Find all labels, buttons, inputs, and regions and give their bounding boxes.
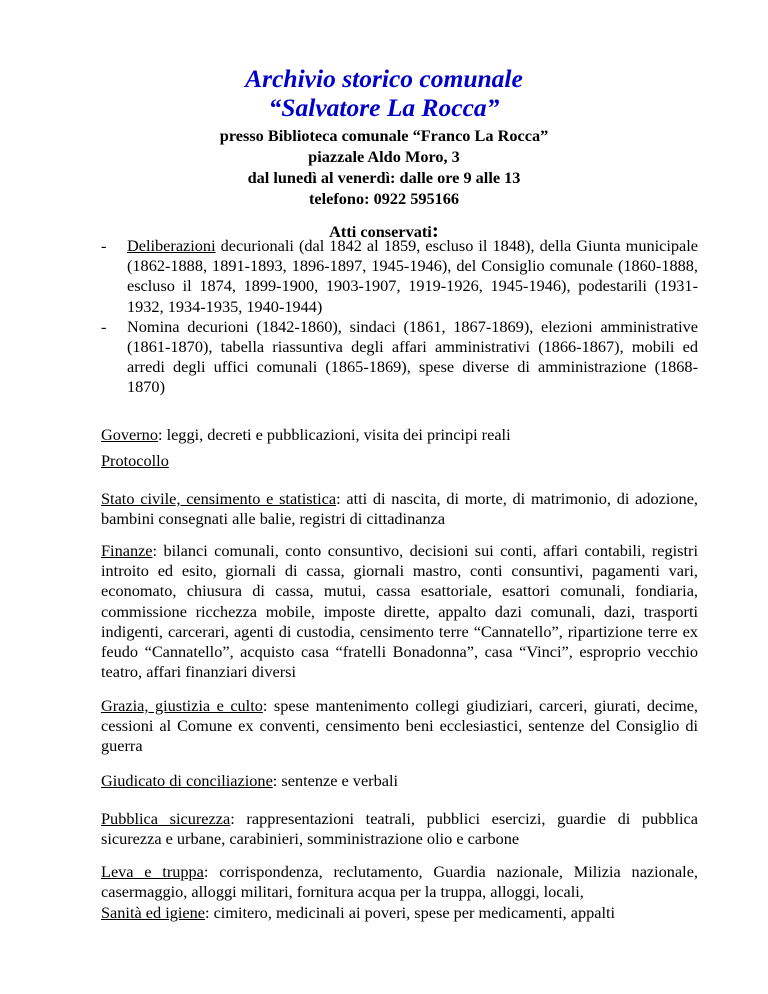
section-giudicato bbox=[101, 771, 698, 791]
section-sanita bbox=[101, 903, 698, 923]
section-head: Governo bbox=[101, 425, 158, 444]
section-text: : leggi, decreti e pubblicazioni, visita dei principi reali bbox=[157, 425, 511, 444]
section-grazia bbox=[101, 696, 698, 757]
atti-item-text: decurionali (dal 1842 al 1859, escluso il 1848), della Giunta municipale (1862-1888, 1891-1893, 1896-1897, 1945-1946), del Consiglio comunale (1860-1888, escluso il 1874, 1899-1900, 1903-1907, 1919-1926, 1945-1946), podestarili (1931-1932, 1934-1935, 1940-1944) bbox=[127, 236, 698, 316]
section-head: Pubblica sicurezza bbox=[101, 809, 231, 828]
section-leva bbox=[101, 862, 698, 902]
section-text: : sentenze e verbali bbox=[272, 771, 399, 790]
archive-title: Archivio storico comunale bbox=[245, 64, 523, 93]
section-protocollo bbox=[101, 451, 698, 471]
atti-list bbox=[101, 236, 698, 398]
info-location: presso Biblioteca comunale “Franco La Rocca” bbox=[219, 126, 549, 145]
list-item bbox=[101, 236, 698, 317]
section-text: : bilanci comunali, conto consuntivo, decisioni sui conti, affari contabili, registri introito ed esito, giornali di cassa, giornali mastro, conti consuntivi, pagamenti vari, economato, chiusura di cassa, mutui, cassa esattoriale, esattori comunali, fondiaria, commissione ricchezza mobile, imposte dirette, appalto dazi comunali, dazi, trasporti indigenti, carcerari, agenti di custodia, censimento terre “Cannatello”, ripartizione terre ex feudo “Cannatello”, acquisto casa “fratelli Bonadonna”, casa “Vinci”, esproprio vecchio teatro, affari finanziari diversi bbox=[101, 541, 698, 682]
section-governo bbox=[101, 425, 698, 445]
info-hours: dal lunedì al venerdì: dalle ore 9 alle 13 bbox=[247, 168, 521, 187]
archive-name: “Salvatore La Rocca” bbox=[268, 93, 500, 122]
atti-heading-colon: : bbox=[431, 218, 439, 242]
section-stato-civile bbox=[101, 489, 698, 529]
contact-info bbox=[0, 125, 768, 209]
section-head: Finanze bbox=[101, 541, 153, 560]
list-item bbox=[101, 317, 698, 398]
section-text: : corrispondenza, reclutamento, Guardia nazionale, Milizia nazionale, casermaggio, alloggi militari, fornitura acqua per la truppa, alloggi, locali, bbox=[101, 862, 698, 902]
section-text: : cimitero, medicinali ai poveri, spese per medicamenti, appalti bbox=[204, 903, 616, 922]
section-text: : spese mantenimento collegi giudiziari, carceri, giurati, decime, cessioni al Comune ex conventi, censimento beni ecclesiastici, sentenze del Consiglio di guerra bbox=[101, 696, 698, 756]
section-head: Sanità ed igiene bbox=[101, 903, 205, 922]
section-head: Giudicato di conciliazione bbox=[101, 771, 273, 790]
section-text: : rappresentazioni teatrali, pubblici esercizi, guardie di pubblica sicurezza e urbane, carabinieri, somministrazione olio e carbone bbox=[101, 809, 698, 849]
section-finanze bbox=[101, 541, 698, 682]
info-address: piazzale Aldo Moro, 3 bbox=[308, 147, 460, 166]
atti-item-head: Deliberazioni bbox=[127, 236, 216, 255]
section-pubblica-sicurezza bbox=[101, 809, 698, 849]
section-head: Protocollo bbox=[101, 451, 169, 470]
info-phone: telefono: 0922 595166 bbox=[308, 189, 460, 208]
section-head: Stato civile, censimento e statistica bbox=[101, 489, 337, 508]
section-head: Grazia, giustizia e culto bbox=[101, 696, 263, 715]
atti-heading-text: Atti conservati bbox=[329, 222, 432, 241]
atti-item-text: Nomina decurioni (1842-1860), sindaci (1861, 1867-1869), elezioni amministrative (1861-1870), tabella riassuntiva degli affari amministrativi (1866-1867), mobili ed arredi degli uffici comunali (1865-1869), spese diverse di amministrazione (1868-1870) bbox=[127, 316, 698, 397]
section-text: : atti di nascita, di morte, di matrimonio, di adozione, bambini consegnati alle balie, registri di cittadinanza bbox=[101, 489, 698, 529]
section-head: Leva e truppa bbox=[101, 862, 204, 881]
